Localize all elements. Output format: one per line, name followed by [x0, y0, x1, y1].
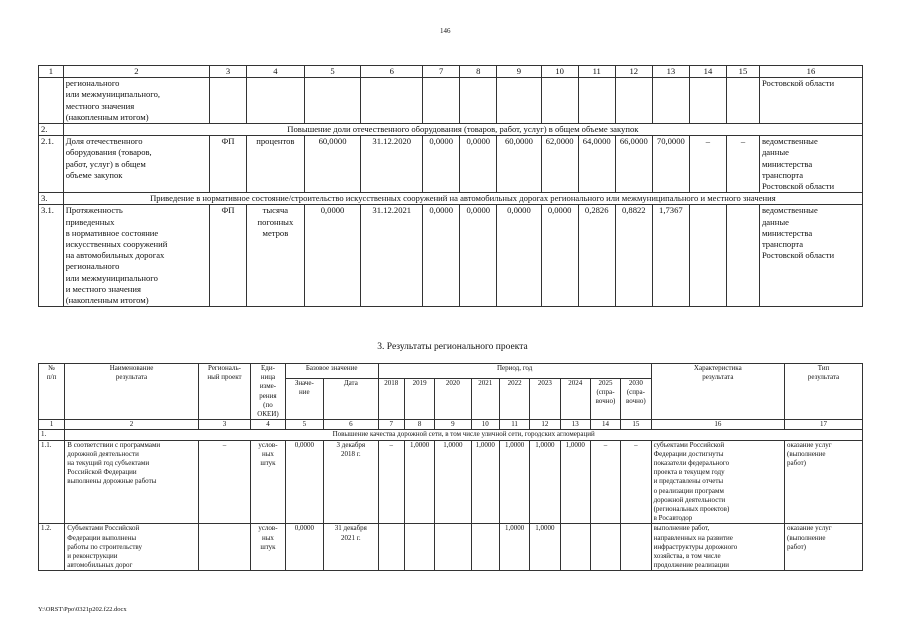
header-cell: 10	[541, 66, 578, 78]
indicator-source: ведомственные данные министерства транспорта Ростовской области	[759, 205, 862, 307]
section-title: Повышение доли отечественного оборудования (товаров, работ, услуг) в общем объеме закупок	[63, 124, 862, 136]
header-cell: 15	[726, 66, 759, 78]
file-path-footer: Y:\ORST\Ppo\0321p202.f22.docx	[38, 606, 127, 613]
result-type: оказание услуг (выполнение работ)	[785, 524, 863, 571]
table-header-row: Значе- ние Дата 2018 2019 2020 2021 2022 2023 2024 2025 (спра- вочно) 2030 (спра- вочно)	[39, 378, 863, 419]
indicator-source: ведомственные данные министерства транспорта Ростовской области	[759, 136, 862, 193]
section-title: Повышение качества дорожной сети, в том числе уличной сети, городских агломераций	[65, 430, 863, 440]
results-table	[38, 363, 863, 571]
header-cell: 4	[247, 66, 305, 78]
header-cell: 16	[759, 66, 862, 78]
page-number: 146	[440, 27, 451, 35]
header-cell: 9	[497, 66, 541, 78]
section-row: 2. Повышение доли отечественного оборудования (товаров, работ, услуг) в общем объеме закупок	[39, 124, 863, 136]
section-row: 3. Приведение в нормативное состояние/строительство искусственных сооружений на автомобильных дорогах регионального или межмуниципального и местного значения	[39, 193, 863, 205]
result-characteristic: субъектами Российской Федерации достигнуты показатели федерального проекта в текущем году и представлены отчеты о реализации программ дорожной деятельности (региональных проектов) в Росавтодор	[651, 440, 784, 524]
section-title: Приведение в нормативное состояние/строительство искусственных сооружений на автомобильных дорогах регионального или межмуниципального и местного значения	[63, 193, 862, 205]
result-type: оказание услуг (выполнение работ)	[785, 440, 863, 524]
header-cell: 1	[39, 66, 64, 78]
indicator-name: регионального или межмуниципального, местного значения (накопленным итогом)	[63, 78, 209, 124]
result-name: В соответствии с программами дорожной деятельности на текущий год субъектами Российской Федерации выполнены дорожные работы	[65, 440, 198, 524]
table-row: 2.1. Доля отечественного оборудования (товаров, работ, услуг) в общем объеме закупок ФП процентов 60,0000 31.12.2020 0,0000 0,0000 60,0000 62,0000 64,0000 66,0000 70,0000 – – ведомственные данные министерства транспорта Ростовской области	[39, 136, 863, 193]
header-cell: 11	[578, 66, 615, 78]
table-header-row	[39, 66, 863, 78]
indicators-table	[38, 65, 863, 307]
table-row: 1.1. В соответствии с программами дорожной деятельности на текущий год субъектами Российской Федерации выполнены дорожные работы – услов- ных штук 0,0000 3 декабря 2018 г. – 1,0000 1,0000 1,0000 1,0000 1,0000 1,0000 – – субъектами Российской Федерации достигнуты показатели федерального проекта в текущем году и представлены отчеты о реализации программ дорожной деятельности (региональных проектов) в Росавтодор оказание услуг (выполнение работ)	[39, 440, 863, 524]
header-cell: 2	[63, 66, 209, 78]
column-number-row: 1 2 3 4 5 6 7 8 9 10 11 12 13 14 15 16 17	[39, 420, 863, 430]
result-name: Субъектами Российской Федерации выполнены работы по строительству и реконструкции автомобильных дорог	[65, 524, 198, 571]
table-row: 1.2. Субъектами Российской Федерации выполнены работы по строительству и реконструкции автомобильных дорог услов- ных штук 0,0000 31 декабря 2021 г. 1,0000 1,0000 выполнение работ, направленных на развитие инфраструктуры дорожного хозяйства, в том числе продолжение реализации оказание услуг (выполнение работ)	[39, 524, 863, 571]
header-cell: 14	[689, 66, 726, 78]
table-row	[39, 78, 863, 124]
header-cell: 8	[460, 66, 497, 78]
section-row: 1. Повышение качества дорожной сети, в том числе уличной сети, городских агломераций	[39, 430, 863, 440]
header-cell: 12	[615, 66, 652, 78]
section-heading: 3. Результаты регионального проекта	[377, 342, 528, 352]
result-characteristic: выполнение работ, направленных на развитие инфраструктуры дорожного хозяйства, в том числе продолжение реализации	[651, 524, 784, 571]
indicator-source: Ростовской области	[759, 78, 862, 124]
indicator-name: Протяженность приведенных в нормативное состояние искусственных сооружений на автомобильных дорогах регионального или межмуниципального и местного значения (накопленным итогом)	[63, 205, 209, 307]
header-cell: 7	[423, 66, 460, 78]
table-header-row: № п/п Наименование результата Региональ- ный проект Еди- ница изме- рения (по ОКЕИ) Базовое значение Период, год Характеристика результата Тип результата	[39, 364, 863, 379]
header-cell: 3	[209, 66, 246, 78]
indicator-name: Доля отечественного оборудования (товаров, работ, услуг) в общем объеме закупок	[63, 136, 209, 193]
header-cell: 5	[304, 66, 361, 78]
header-cell: 13	[652, 66, 689, 78]
header-cell: 6	[361, 66, 423, 78]
table-row: 3.1. Протяженность приведенных в нормативное состояние искусственных сооружений на автомобильных дорогах регионального или межмуниципального и местного значения (накопленным итогом) ФП тысяча погонных метров 0,0000 31.12.2021 0,0000 0,0000 0,0000 0,0000 0,2826 0,8822 1,7367 ведомственные данные министерства транспорта Ростовской области	[39, 205, 863, 307]
